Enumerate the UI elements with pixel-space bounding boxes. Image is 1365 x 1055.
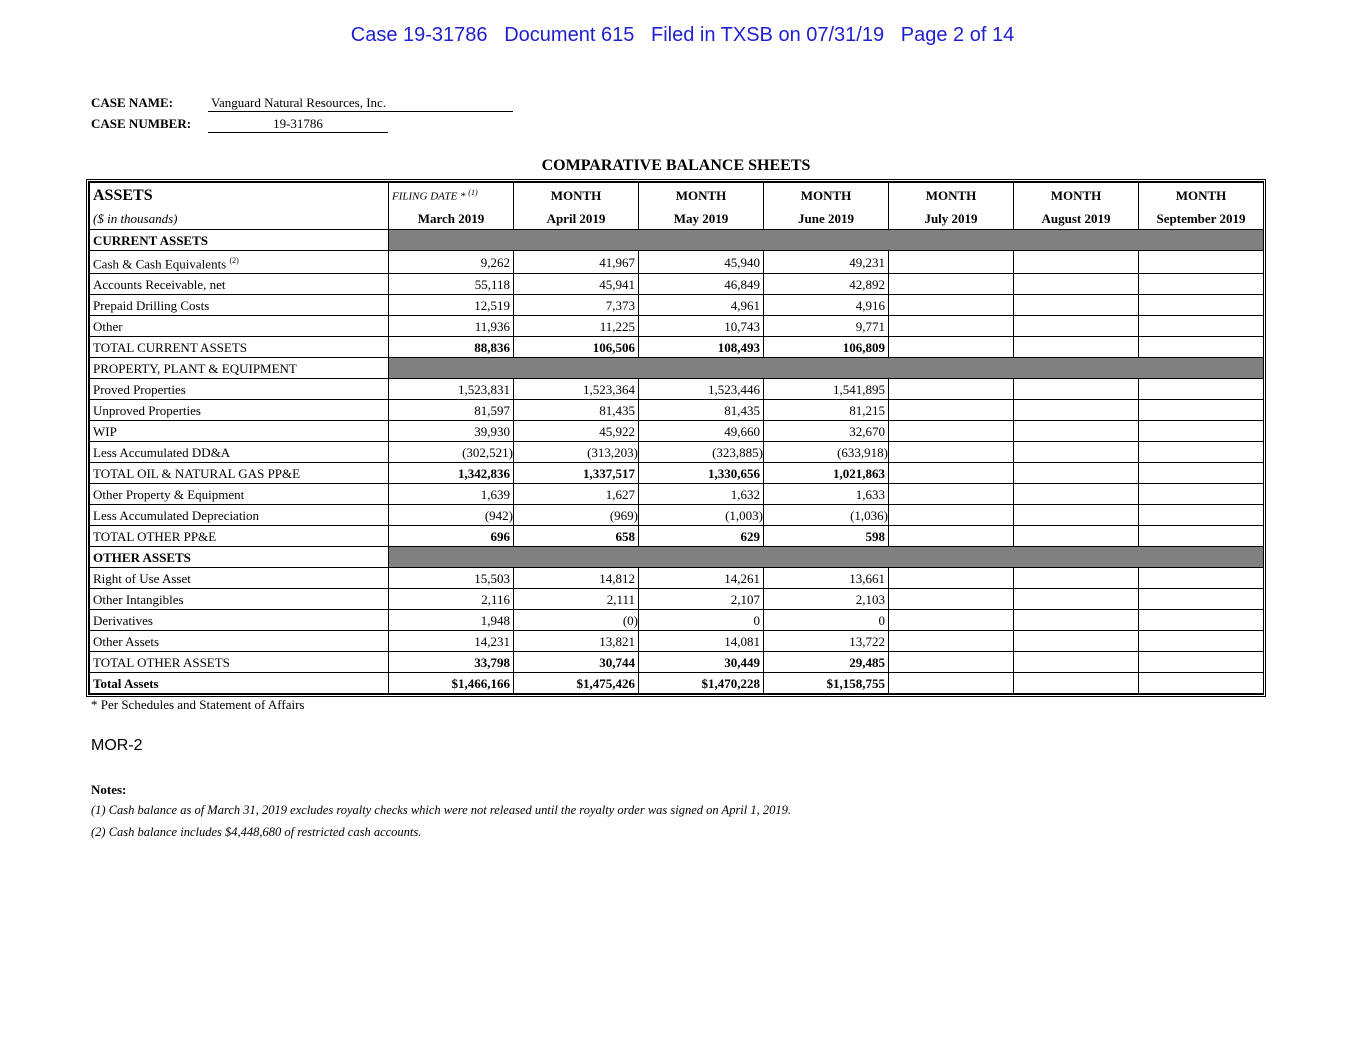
table-row <box>90 421 1264 442</box>
cell-value <box>1139 484 1264 505</box>
cell-value <box>1139 652 1264 673</box>
table-row <box>90 337 1264 358</box>
cell-value: 106,506 <box>514 337 639 358</box>
cell-value: 106,809 <box>764 337 889 358</box>
cell-value: 81,435 <box>639 400 764 421</box>
cell-value <box>1014 274 1139 295</box>
cell-value: 598 <box>764 526 889 547</box>
cell-value: 9,771 <box>764 316 889 337</box>
cell-value: 13,821 <box>514 631 639 652</box>
month-label: MONTH <box>1139 183 1264 208</box>
cell-value <box>1139 379 1264 400</box>
cell-value <box>1014 442 1139 463</box>
cell-value <box>1014 316 1139 337</box>
cell-value: (1,036) <box>764 505 889 526</box>
cell-value: 9,262 <box>389 251 514 274</box>
cell-value: 88,836 <box>389 337 514 358</box>
cell-value <box>1014 631 1139 652</box>
cell-value <box>1014 463 1139 484</box>
form-id: MOR-2 <box>91 737 143 754</box>
table-row <box>90 484 1264 505</box>
cell-value: $1,158,755 <box>764 673 889 694</box>
cell-value <box>1014 505 1139 526</box>
section-fill <box>389 358 1264 379</box>
cell-value: 45,940 <box>639 251 764 274</box>
cell-value: 49,660 <box>639 421 764 442</box>
cell-value: 1,639 <box>389 484 514 505</box>
cell-value: 1,948 <box>389 610 514 631</box>
month-label: MONTH <box>889 183 1014 208</box>
row-label: Less Accumulated DD&A <box>90 442 389 463</box>
cell-value <box>1139 673 1264 694</box>
cell-value <box>1139 316 1264 337</box>
cell-value: (942) <box>389 505 514 526</box>
cell-value <box>1014 295 1139 316</box>
column-header: July 2019 <box>889 207 1014 230</box>
row-label: Right of Use Asset <box>90 568 389 589</box>
case-number-row <box>91 116 191 132</box>
cell-value: 4,916 <box>764 295 889 316</box>
cell-value <box>1139 295 1264 316</box>
cell-value: 1,523,831 <box>389 379 514 400</box>
cell-value: 14,081 <box>639 631 764 652</box>
cell-value: $1,466,166 <box>389 673 514 694</box>
case-name-row <box>91 95 173 111</box>
cell-value: (302,521) <box>389 442 514 463</box>
section-heading: PROPERTY, PLANT & EQUIPMENT <box>90 358 389 379</box>
cell-value <box>889 610 1014 631</box>
cell-value <box>1014 568 1139 589</box>
cell-value <box>1139 505 1264 526</box>
cell-value <box>889 295 1014 316</box>
cell-value: (0) <box>514 610 639 631</box>
cell-value: 14,261 <box>639 568 764 589</box>
cell-value <box>889 505 1014 526</box>
cell-value <box>889 400 1014 421</box>
cell-value <box>889 484 1014 505</box>
cell-value: 32,670 <box>764 421 889 442</box>
cell-value: (323,885) <box>639 442 764 463</box>
cell-value <box>1139 631 1264 652</box>
cell-value: 15,503 <box>389 568 514 589</box>
table-row <box>90 274 1264 295</box>
case-number-label: CASE NUMBER: <box>91 116 192 131</box>
section-heading: OTHER ASSETS <box>90 547 389 568</box>
cell-value <box>889 274 1014 295</box>
cell-value <box>889 442 1014 463</box>
cell-value: 1,342,836 <box>389 463 514 484</box>
cell-value: 2,103 <box>764 589 889 610</box>
table-row <box>90 442 1264 463</box>
cell-value: 0 <box>639 610 764 631</box>
balance-sheet-table <box>86 179 1266 697</box>
cell-value <box>1014 251 1139 274</box>
column-header: May 2019 <box>639 207 764 230</box>
cell-value: 41,967 <box>514 251 639 274</box>
cell-value: 49,231 <box>764 251 889 274</box>
cell-value <box>889 673 1014 694</box>
cell-value: 81,215 <box>764 400 889 421</box>
case-name-value: Vanguard Natural Resources, Inc. <box>208 95 513 112</box>
cell-value: (969) <box>514 505 639 526</box>
table-row <box>90 652 1264 673</box>
header-filed: Filed in TXSB on 07/31/19 <box>650 24 885 46</box>
cell-value <box>1014 400 1139 421</box>
section-fill <box>389 230 1264 251</box>
section-heading: CURRENT ASSETS <box>90 230 389 251</box>
row-label: Cash & Cash Equivalents $^{(2)}$ <box>90 251 389 274</box>
cell-value <box>1139 589 1264 610</box>
table-row <box>90 316 1264 337</box>
header-row-2 <box>90 207 1264 230</box>
row-label: TOTAL OIL & NATURAL GAS PP&E <box>90 463 389 484</box>
month-label: MONTH <box>514 183 639 208</box>
cell-value: $1,475,426 <box>514 673 639 694</box>
row-label: Proved Properties <box>90 379 389 400</box>
table-row <box>90 463 1264 484</box>
cell-value <box>1139 526 1264 547</box>
column-header: April 2019 <box>514 207 639 230</box>
cell-value <box>1139 337 1264 358</box>
assets-heading: ASSETS <box>90 183 389 208</box>
cell-value: 13,722 <box>764 631 889 652</box>
cell-value: 45,941 <box>514 274 639 295</box>
cell-value <box>889 589 1014 610</box>
section-row <box>90 547 1264 568</box>
row-label: Other Property & Equipment <box>90 484 389 505</box>
table-row <box>90 589 1264 610</box>
table-row <box>90 631 1264 652</box>
cell-value: 55,118 <box>389 274 514 295</box>
table-row <box>90 568 1264 589</box>
row-label: Other Assets <box>90 631 389 652</box>
cell-value: 42,892 <box>764 274 889 295</box>
case-number-value: 19-31786 <box>208 116 388 133</box>
table-row <box>90 673 1264 694</box>
cell-value: 2,116 <box>389 589 514 610</box>
cell-value <box>889 526 1014 547</box>
cell-value: 10,743 <box>639 316 764 337</box>
cell-value <box>889 568 1014 589</box>
header-page: Page 2 of 14 <box>900 24 1015 46</box>
cell-value <box>1139 400 1264 421</box>
row-label: TOTAL OTHER ASSETS <box>90 652 389 673</box>
cell-value: 30,449 <box>639 652 764 673</box>
cell-value: (633,918) <box>764 442 889 463</box>
cell-value: 1,632 <box>639 484 764 505</box>
cell-value: (1,003) <box>639 505 764 526</box>
cell-value: 81,435 <box>514 400 639 421</box>
cell-value: 14,231 <box>389 631 514 652</box>
cell-value <box>1139 421 1264 442</box>
cell-value: 2,107 <box>639 589 764 610</box>
cell-value: 1,633 <box>764 484 889 505</box>
cell-value <box>1139 251 1264 274</box>
month-label: MONTH <box>1014 183 1139 208</box>
month-label: MONTH <box>639 183 764 208</box>
cell-value <box>889 337 1014 358</box>
column-header: March 2019 <box>389 207 514 230</box>
cell-value <box>889 421 1014 442</box>
column-header: June 2019 <box>764 207 889 230</box>
page-title: COMPARATIVE BALANCE SHEETS <box>541 157 811 174</box>
table-row <box>90 251 1264 274</box>
cell-value: 2,111 <box>514 589 639 610</box>
cell-value <box>1014 484 1139 505</box>
cell-value <box>1014 673 1139 694</box>
cell-value: 1,021,863 <box>764 463 889 484</box>
cell-value <box>889 379 1014 400</box>
cell-value: 11,225 <box>514 316 639 337</box>
header-case: Case 19-31786 <box>350 24 488 46</box>
row-label: Other Intangibles <box>90 589 389 610</box>
cell-value: 1,523,446 <box>639 379 764 400</box>
notes-heading: Notes: <box>91 782 127 797</box>
cell-value <box>889 631 1014 652</box>
table-row <box>90 379 1264 400</box>
month-label: MONTH <box>764 183 889 208</box>
cell-value <box>1139 442 1264 463</box>
cell-value <box>1014 652 1139 673</box>
cell-value <box>1139 568 1264 589</box>
row-label: WIP <box>90 421 389 442</box>
cell-value: 14,812 <box>514 568 639 589</box>
document-header <box>0 24 1365 47</box>
cell-value <box>889 463 1014 484</box>
cell-value: 45,922 <box>514 421 639 442</box>
cell-value: (313,203) <box>514 442 639 463</box>
cell-value: 13,661 <box>764 568 889 589</box>
cell-value: 46,849 <box>639 274 764 295</box>
cell-value <box>1014 610 1139 631</box>
row-label: TOTAL OTHER PP&E <box>90 526 389 547</box>
cell-value <box>1014 421 1139 442</box>
cell-value: 7,373 <box>514 295 639 316</box>
note-2: (2) Cash balance includes $4,448,680 of restricted cash accounts. <box>91 825 422 839</box>
cell-value <box>889 652 1014 673</box>
cell-value: 11,936 <box>389 316 514 337</box>
cell-value: 1,523,364 <box>514 379 639 400</box>
table-row <box>90 610 1264 631</box>
section-row <box>90 358 1264 379</box>
cell-value: 4,961 <box>639 295 764 316</box>
column-header: August 2019 <box>1014 207 1139 230</box>
cell-value: 1,337,517 <box>514 463 639 484</box>
cell-value <box>1014 379 1139 400</box>
cell-value <box>1014 526 1139 547</box>
row-label: Accounts Receivable, net <box>90 274 389 295</box>
header-document: Document 615 <box>504 24 635 46</box>
cell-value: 629 <box>639 526 764 547</box>
row-label: Prepaid Drilling Costs <box>90 295 389 316</box>
column-header: September 2019 <box>1139 207 1264 230</box>
row-label: TOTAL CURRENT ASSETS <box>90 337 389 358</box>
section-fill <box>389 547 1264 568</box>
table-row <box>90 505 1264 526</box>
cell-value <box>889 316 1014 337</box>
cell-value: 33,798 <box>389 652 514 673</box>
filing-date-label: FILING DATE * $^{(1)}$ <box>389 183 514 208</box>
cell-value: 1,541,895 <box>764 379 889 400</box>
row-label: Less Accumulated Depreciation <box>90 505 389 526</box>
cell-value: 12,519 <box>389 295 514 316</box>
units-label: ($ in thousands) <box>90 207 389 230</box>
header-row-1 <box>90 183 1264 208</box>
cell-value: 30,744 <box>514 652 639 673</box>
table-row <box>90 400 1264 421</box>
cell-value: 0 <box>764 610 889 631</box>
cell-value: 39,930 <box>389 421 514 442</box>
cell-value: 658 <box>514 526 639 547</box>
row-label: Unproved Properties <box>90 400 389 421</box>
section-row <box>90 230 1264 251</box>
cell-value <box>1014 589 1139 610</box>
cell-value <box>889 251 1014 274</box>
row-label: Derivatives <box>90 610 389 631</box>
cell-value <box>1139 610 1264 631</box>
cell-value: 108,493 <box>639 337 764 358</box>
table-row <box>90 295 1264 316</box>
cell-value: 29,485 <box>764 652 889 673</box>
cell-value: 1,627 <box>514 484 639 505</box>
cell-value: 81,597 <box>389 400 514 421</box>
cell-value <box>1014 337 1139 358</box>
cell-value: 1,330,656 <box>639 463 764 484</box>
cell-value: $1,470,228 <box>639 673 764 694</box>
cell-value: 696 <box>389 526 514 547</box>
cell-value <box>1139 274 1264 295</box>
case-name-label: CASE NAME: <box>91 95 173 110</box>
table-row <box>90 526 1264 547</box>
cell-value <box>1139 463 1264 484</box>
row-label: Other <box>90 316 389 337</box>
row-label: Total Assets <box>90 673 389 694</box>
note-1: (1) Cash balance as of March 31, 2019 excludes royalty checks which were not released until the royalty order was signed on April 1, 2019. <box>91 803 791 817</box>
footnote-schedules: * Per Schedules and Statement of Affairs <box>91 697 305 712</box>
